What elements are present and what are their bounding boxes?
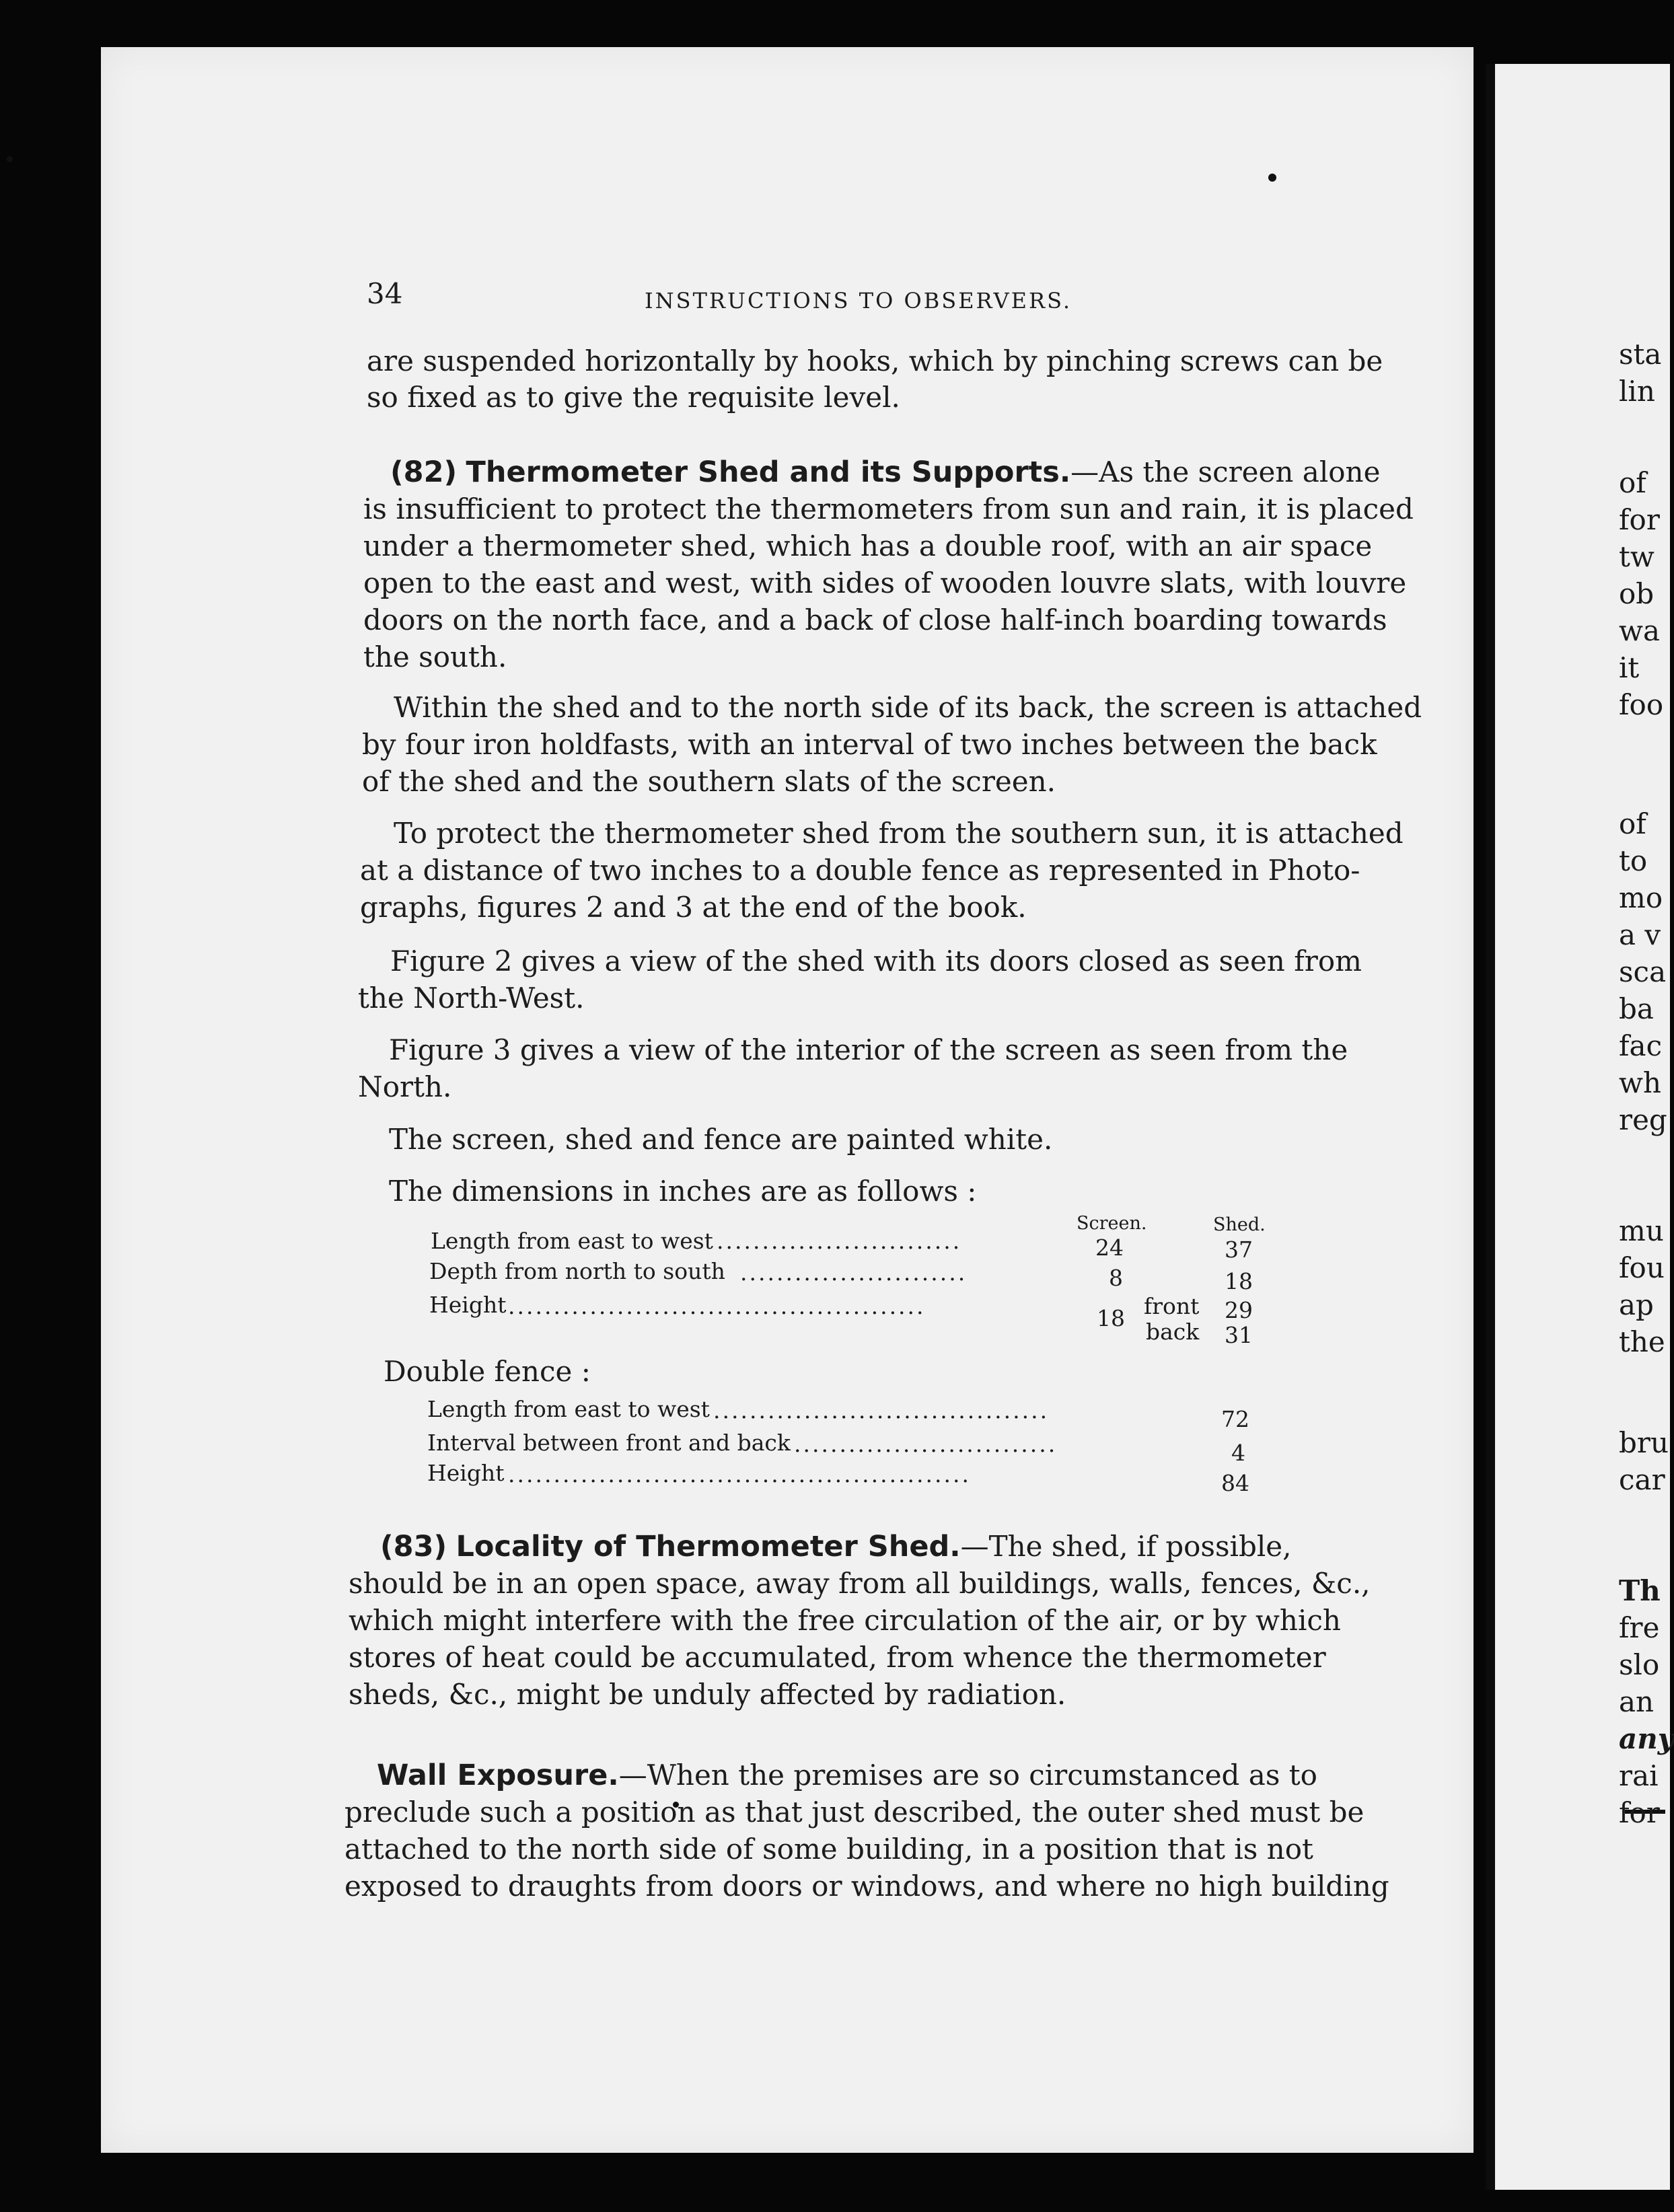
next-page-fragment: of xyxy=(1619,466,1646,499)
scan-speck xyxy=(7,156,13,162)
next-page-fragment: Th xyxy=(1619,1574,1661,1607)
next-page-fragment: ob xyxy=(1619,577,1654,610)
next-page-fragment: of xyxy=(1619,807,1646,840)
wall-line-4: exposed to draughts from doors or windows, and where no high building xyxy=(344,1870,1389,1903)
leader-dots: .............................................. xyxy=(508,1293,926,1319)
next-page-fragment: car xyxy=(1619,1463,1665,1496)
next-page-fragment: sta xyxy=(1619,338,1662,371)
dim-row-3-front: 29 xyxy=(1225,1297,1253,1323)
next-page-fragment: foo xyxy=(1619,688,1664,721)
dim-row-3-screen: 18 xyxy=(1097,1305,1125,1331)
section-82-number: (82) xyxy=(390,455,458,489)
leader-dots: ............................. xyxy=(794,1431,1058,1457)
wall-line-3: attached to the north side of some building, in a position that is not xyxy=(344,1833,1313,1866)
leader-dots: ......................... xyxy=(740,1259,968,1286)
section-83-heading-line xyxy=(380,1527,1292,1566)
para-6: The screen, shed and fence are painted white. xyxy=(389,1123,1053,1156)
intro-line-1: are suspended horizontally by hooks, which by pinching screws can be xyxy=(367,344,1383,377)
next-page-fragment: sca xyxy=(1619,955,1667,988)
dim-row-1-shed: 37 xyxy=(1225,1237,1253,1263)
next-page-fragment: lin xyxy=(1619,375,1655,408)
fence-row-3-label: Height xyxy=(427,1460,505,1486)
dim-row-2-screen: 8 xyxy=(1109,1265,1123,1291)
next-page-fragment: a v xyxy=(1619,918,1661,951)
next-page-fragment: mu xyxy=(1619,1214,1664,1247)
next-page-fragment: rai xyxy=(1619,1759,1659,1792)
col-header-screen: Screen. xyxy=(1077,1213,1147,1234)
next-page-fragment: tw xyxy=(1619,540,1654,573)
paper-speck xyxy=(1268,174,1276,182)
section-82-line-6: the south. xyxy=(363,640,507,673)
next-page-fragment: slo xyxy=(1619,1648,1660,1681)
wall-line-1: —When the premises are so circumstanced as to xyxy=(618,1759,1317,1792)
fence-row-2-value: 4 xyxy=(1231,1440,1245,1466)
section-83-line-3: which might interfere with the free circulation of the air, or by which xyxy=(349,1604,1341,1637)
next-page-fragment: for xyxy=(1619,503,1660,536)
section-82-line-3: under a thermometer shed, which has a double roof, with an air space xyxy=(363,529,1373,562)
para-5-line-2: North. xyxy=(358,1070,452,1103)
fence-row-1-label: Length from east to west xyxy=(427,1396,710,1422)
section-83-line-1: —The shed, if possible, xyxy=(960,1530,1292,1563)
intro-line-2: so fixed as to give the requisite level. xyxy=(367,381,900,414)
next-page-fragment: it xyxy=(1619,651,1640,684)
next-page-fragment: ap xyxy=(1619,1288,1654,1321)
para-3-line-2: at a distance of two inches to a double fence as represented in Photo- xyxy=(360,854,1360,887)
next-page-fragment: wh xyxy=(1619,1066,1661,1099)
section-82-heading-line xyxy=(390,453,1380,492)
section-83-number: (83) xyxy=(380,1530,447,1563)
section-83-line-2: should be in an open space, away from all buildings, walls, fences, &c., xyxy=(349,1567,1371,1600)
next-page-fragment: bru xyxy=(1619,1426,1669,1459)
page-number: 34 xyxy=(367,277,403,310)
next-page-fragment: reg xyxy=(1619,1103,1667,1136)
dim-row-3-back: 31 xyxy=(1225,1322,1253,1348)
para-7: The dimensions in inches are as follows : xyxy=(389,1175,977,1208)
para-2-line-2: by four iron holdfasts, with an interval of two inches between the back xyxy=(362,728,1377,761)
wall-line-2: preclude such a position as that just described, the outer shed must be xyxy=(344,1796,1364,1829)
dim-row-2-label: Depth from north to south xyxy=(429,1258,725,1284)
para-2-line-3: of the shed and the southern slats of the screen. xyxy=(362,765,1056,798)
para-3-line-3: graphs, figures 2 and 3 at the end of the book. xyxy=(360,891,1027,924)
para-5-line-1: Figure 3 gives a view of the interior of the screen as seen from the xyxy=(389,1033,1348,1066)
section-82-line-5: doors on the north face, and a back of close half-inch boarding towards xyxy=(363,603,1387,636)
next-page-fragment: an xyxy=(1619,1685,1654,1718)
next-page-fragment: to xyxy=(1619,844,1648,877)
fence-title: Double fence : xyxy=(384,1355,591,1388)
next-page-fragment: ba xyxy=(1619,992,1654,1025)
dim-row-1-screen: 24 xyxy=(1095,1234,1124,1261)
para-3-line-1: To protect the thermometer shed from the southern sun, it is attached xyxy=(394,817,1404,850)
next-page-fragment: any xyxy=(1619,1722,1674,1755)
running-title: INSTRUCTIONS TO OBSERVERS. xyxy=(645,288,1072,314)
wall-heading: Wall Exposure. xyxy=(377,1759,619,1792)
leader-dots: ........................... xyxy=(717,1228,962,1254)
next-page-fragment: fre xyxy=(1619,1611,1660,1644)
dim-row-2-shed: 18 xyxy=(1225,1268,1253,1294)
section-82-line-1: —As the screen alone xyxy=(1070,455,1381,488)
next-page-fragment: wa xyxy=(1619,614,1660,647)
section-82-heading: Thermometer Shed and its Supports. xyxy=(466,455,1071,489)
next-page-fragment: fou xyxy=(1619,1251,1665,1284)
section-83-line-5: sheds, &c., might be unduly affected by radiation. xyxy=(349,1678,1066,1711)
next-page-fragment: fac xyxy=(1619,1029,1663,1062)
fence-row-2-label: Interval between front and back xyxy=(427,1430,791,1456)
section-83-line-4: stores of heat could be accumulated, from whence the thermometer xyxy=(349,1641,1326,1674)
dim-row-3-label: Height xyxy=(429,1292,507,1318)
para-4-line-2: the North-West. xyxy=(358,982,585,1015)
section-82-line-4: open to the east and west, with sides of wooden louvre slats, with louvre xyxy=(363,566,1407,599)
dim-row-3-back-label: back xyxy=(1146,1319,1200,1345)
next-page-fragment: mo xyxy=(1619,881,1663,914)
col-header-shed: Shed. xyxy=(1213,1214,1266,1235)
leader-dots: ................................................... xyxy=(508,1461,971,1487)
leader-dots: ..................................... xyxy=(713,1397,1050,1424)
section-83-heading: Locality of Thermometer Shed. xyxy=(456,1530,961,1563)
next-page-fragment: for xyxy=(1619,1796,1660,1829)
section-82-line-2: is insufficient to protect the thermometers from sun and rain, it is placed xyxy=(363,492,1414,525)
dim-row-1-label: Length from east to west xyxy=(431,1228,713,1254)
wall-heading-line xyxy=(377,1756,1317,1795)
para-4-line-1: Figure 2 gives a view of the shed with its doors closed as seen from xyxy=(390,945,1362,978)
next-page-fragment: the xyxy=(1619,1325,1665,1358)
dim-row-3-front-label: front xyxy=(1144,1293,1200,1319)
para-2-line-1: Within the shed and to the north side of its back, the screen is attached xyxy=(394,691,1422,724)
fence-row-1-value: 72 xyxy=(1221,1406,1249,1432)
fence-row-3-value: 84 xyxy=(1221,1470,1249,1496)
